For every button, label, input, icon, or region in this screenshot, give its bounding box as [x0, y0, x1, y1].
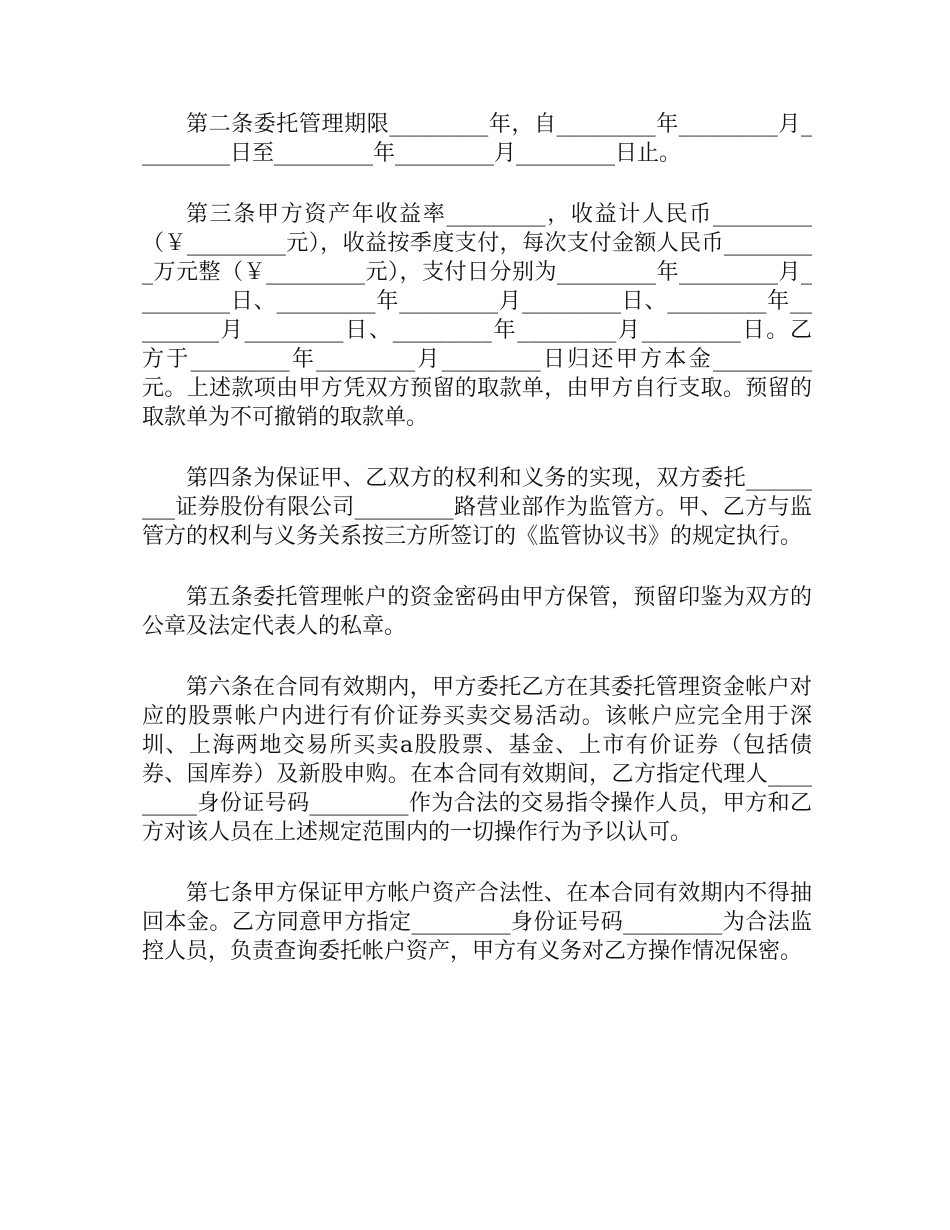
article-4-supervision: 第四条为保证甲、乙双方的权利和义务的实现，双方委托_________证券股份有限公司_________路营业部作为监管方。甲、乙方与监管方的权利与义务关系按三方所签订的《监管协议书》的规定执行。 — [142, 466, 812, 549]
article-5-password-custody: 第五条委托管理帐户的资金密码由甲方保管，预留印鉴为双方的公章及法定代表人的私章。 — [142, 585, 812, 639]
article-7-asset-guarantee: 第七条甲方保证甲方帐户资产合法性、在本合同有效期内不得抽回本金。乙方同意甲方指定_________身份证号码_________为合法监控人员，负责查询委托帐户资产，甲方有义务对乙方操作情况保密。 — [142, 881, 812, 964]
article-2-term: 第二条委托管理期限_________年，自_________年_________月_________日至_________年_________月_________日止。 — [142, 112, 812, 166]
contract-page — [142, 110, 812, 998]
article-3-returns: 第三条甲方资产年收益率_________，收益计人民币_________（￥_________元），收益按季度支付，每次支付金额人民币_________万元整（￥_________元），支付日分别为_________年_________月_________日、_________年_________月_________日、_________年_________月_________日、_________年_________月_________日。乙方于_________年_________月_________日归还甲方本金_________元。上述款项由甲方凭双方预留的取款单，由甲方自行支取。预留的取款单为不可撤销的取款单。 — [142, 202, 812, 430]
article-6-trading-scope: 第六条在合同有效期内，甲方委托乙方在其委托管理资金帐户对应的股票帐户内进行有价证券买卖交易活动。该帐户应完全用于深圳、上海两地交易所买卖a股股票、基金、上市有价证券（包括债券、国库券）及新股申购。在本合同有效期间，乙方指定代理人_________身份证号码_________作为合法的交易指令操作人员，甲方和乙方对该人员在上述规定范围内的一切操作行为予以认可。 — [142, 675, 812, 845]
